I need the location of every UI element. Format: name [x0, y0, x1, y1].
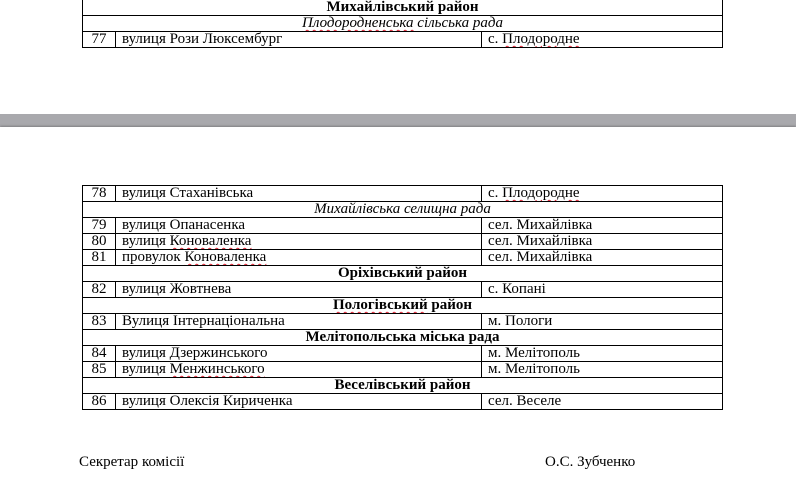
row-number: 86	[83, 394, 116, 410]
street-name: вулиця Коноваленка	[116, 234, 482, 250]
settlement-name: с. Плодородне	[482, 32, 723, 48]
settlement-name: сел. Михайлівка	[482, 218, 723, 234]
table-row	[83, 186, 723, 202]
row-number: 81	[83, 250, 116, 266]
street-name: вулиця Опанасенка	[116, 218, 482, 234]
table-row	[83, 218, 723, 234]
street-name: вулиця Стаханівська	[116, 186, 482, 202]
district-name: Пологівський район	[83, 298, 723, 314]
document-page-1	[0, 0, 796, 114]
district-header-row	[83, 378, 723, 394]
table-row	[83, 234, 723, 250]
council-row	[83, 202, 723, 218]
table-row	[83, 362, 723, 378]
row-number: 83	[83, 314, 116, 330]
district-header-row	[83, 266, 723, 282]
district-name: Веселівський район	[83, 378, 723, 394]
table-row	[83, 32, 723, 48]
row-number: 84	[83, 346, 116, 362]
document-page-2	[0, 127, 796, 500]
table-row	[83, 250, 723, 266]
settlement-name: сел. Веселе	[482, 394, 723, 410]
signature-name: О.С. Зубченко	[545, 454, 636, 470]
table-row	[83, 282, 723, 298]
district-name: Мелітопольська міська рада	[83, 330, 723, 346]
street-name: провулок Коноваленка	[116, 250, 482, 266]
row-number: 79	[83, 218, 116, 234]
district-header-row	[83, 330, 723, 346]
street-name: вулиця Олексія Кириченка	[116, 394, 482, 410]
page-gap	[0, 114, 796, 127]
street-name: вулиця Дзержинського	[116, 346, 482, 362]
row-number: 80	[83, 234, 116, 250]
district-name: Оріхівський район	[83, 266, 723, 282]
streets-table-page-1	[82, 0, 723, 48]
street-name: Вулиця Інтернаціональна	[116, 314, 482, 330]
streets-table-page-2	[82, 185, 723, 410]
street-name: вулиця Менжинського	[116, 362, 482, 378]
council-name: Михайлівська селищна рада	[83, 202, 723, 218]
table-row	[83, 314, 723, 330]
signature-title: Секретар комісії	[79, 454, 185, 470]
row-number: 85	[83, 362, 116, 378]
settlement-name: с. Копані	[482, 282, 723, 298]
table-row	[83, 346, 723, 362]
district-name: Михайлівський район	[83, 0, 723, 16]
table-row	[83, 394, 723, 410]
settlement-name: сел. Михайлівка	[482, 250, 723, 266]
district-header-row	[83, 0, 723, 16]
settlement-name: м. Пологи	[482, 314, 723, 330]
street-name: вулиця Жовтнева	[116, 282, 482, 298]
street-name: вулиця Рози Люксембург	[116, 32, 482, 48]
row-number: 78	[83, 186, 116, 202]
council-name: Плодородненська сільська рада	[83, 16, 723, 32]
council-row	[83, 16, 723, 32]
settlement-name: м. Мелітополь	[482, 346, 723, 362]
row-number: 77	[83, 32, 116, 48]
row-number: 82	[83, 282, 116, 298]
settlement-name: с. Плодородне	[482, 186, 723, 202]
settlement-name: м. Мелітополь	[482, 362, 723, 378]
settlement-name: сел. Михайлівка	[482, 234, 723, 250]
district-header-row	[83, 298, 723, 314]
